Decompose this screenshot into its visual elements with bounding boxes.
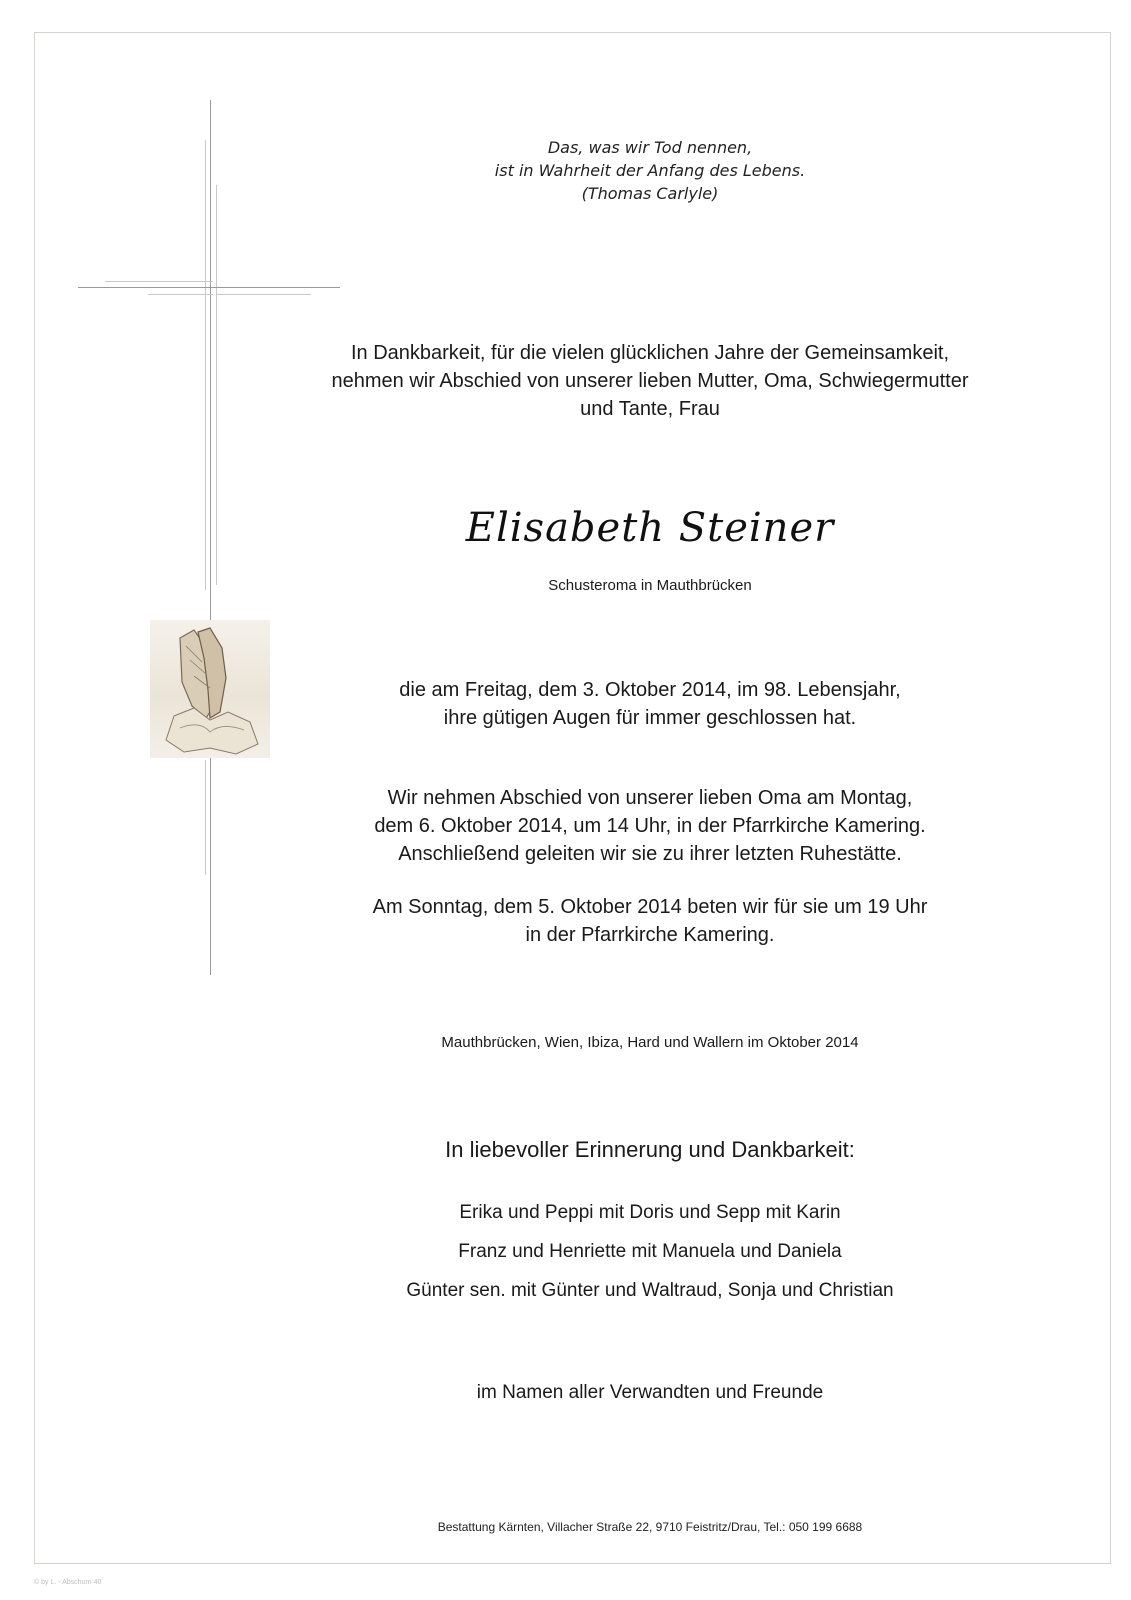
prayer-line-1: Am Sonntag, dem 5. Oktober 2014 beten wir für sie um 19 Uhr bbox=[372, 896, 928, 918]
deceased-name: Elisabeth Steiner bbox=[465, 505, 835, 551]
death-notice bbox=[300, 676, 1000, 732]
quote-line-1: Das, was wir Tod nennen, bbox=[547, 138, 753, 157]
funeral-line-2: dem 6. Oktober 2014, um 14 Uhr, in der Pfarrkirche Kamering. bbox=[374, 815, 926, 837]
quote bbox=[300, 136, 1000, 205]
place-date: Mauthbrücken, Wien, Ibiza, Hard und Wallern im Oktober 2014 bbox=[441, 1034, 859, 1051]
copyright-note: © by L. - Abschurn 40 bbox=[34, 1579, 102, 1586]
funeral-line-1: Wir nehmen Abschied von unserer lieben Oma am Montag, bbox=[387, 787, 913, 809]
intro-line-1: In Dankbarkeit, für die vielen glücklichen Jahre der Gemeinsamkeit, bbox=[350, 342, 950, 364]
deceased-subtitle: Schusteroma in Mauthbrücken bbox=[548, 577, 752, 594]
family-line-1: Erika und Peppi mit Doris und Sepp mit Karin bbox=[459, 1202, 841, 1223]
footer-undertaker: Bestattung Kärnten, Villacher Straße 22, 9710 Feistritz/Drau, Tel.: 050 199 6688 bbox=[437, 1520, 863, 1534]
prayer-line-2: in der Pfarrkirche Kamering. bbox=[525, 924, 775, 946]
family-line-3: Günter sen. mit Günter und Waltraud, Sonja und Christian bbox=[406, 1280, 894, 1301]
memory-heading: In liebevoller Erinnerung und Dankbarkeit: bbox=[445, 1137, 855, 1162]
intro-line-3: und Tante, Frau bbox=[580, 398, 720, 420]
intro-text bbox=[300, 339, 1000, 423]
family-list bbox=[300, 1193, 1000, 1310]
family-line-2: Franz und Henriette mit Manuela und Daniela bbox=[458, 1241, 842, 1262]
death-line-1: die am Freitag, dem 3. Oktober 2014, im 98. Lebensjahr, bbox=[399, 679, 901, 701]
death-line-2: ihre gütigen Augen für immer geschlossen hat. bbox=[443, 707, 857, 729]
quote-author: (Thomas Carlyle) bbox=[581, 184, 719, 203]
funeral-line-3: Anschließend geleiten wir sie zu ihrer letzten Ruhestätte. bbox=[398, 843, 902, 865]
praying-hands-icon bbox=[150, 620, 270, 758]
intro-line-2: nehmen wir Abschied von unserer lieben Mutter, Oma, Schwiegermutter bbox=[331, 370, 969, 392]
prayer-notice bbox=[300, 893, 1000, 949]
closing-line: im Namen aller Verwandten und Freunde bbox=[476, 1382, 824, 1403]
quote-line-2: ist in Wahrheit der Anfang des Lebens. bbox=[494, 161, 806, 180]
funeral-notice bbox=[300, 784, 1000, 868]
